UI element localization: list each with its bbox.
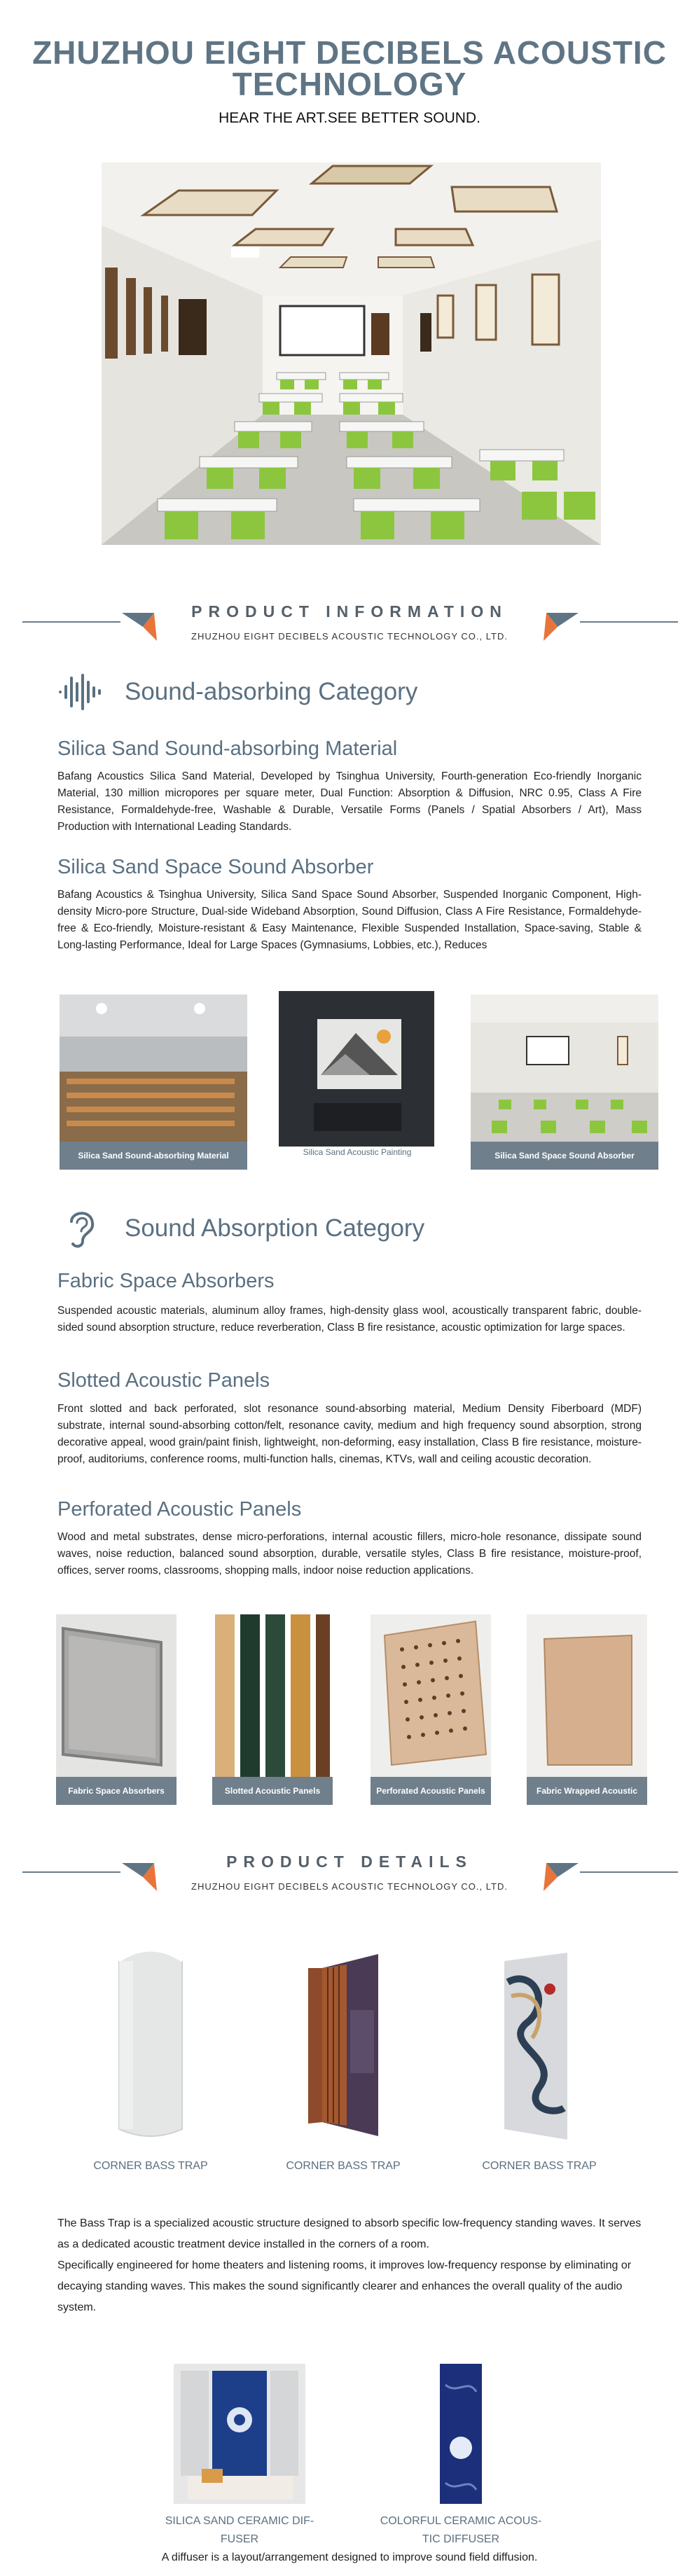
banner-company: ZHUZHOU EIGHT DECIBELS ACOUSTIC TECHNOLOGY CO., LTD. xyxy=(191,1881,508,1892)
photo-caption: Silica Sand Sound-absorbing Material xyxy=(60,1142,247,1170)
diffuser-caption-2: COLORFUL CERAMIC ACOUS- TIC DIFFUSER xyxy=(380,2515,542,2545)
section-heading-silica-space: Silica Sand Space Sound Absorber xyxy=(57,856,374,878)
photo-fabric-wrapped-panels xyxy=(527,1614,647,1824)
corner-bass-trap-wood-image xyxy=(294,1940,392,2143)
photo-perforated-panels xyxy=(371,1614,491,1805)
section-heading-fabric: Fabric Space Absorbers xyxy=(57,1270,275,1292)
section-heading-slotted: Slotted Acoustic Panels xyxy=(57,1369,270,1392)
bass-trap-description-2: Specifically engineered for home theaters and listening rooms, it improves low-frequency response by eliminating or decaying standing waves. This makes the sound significantly clearer and enhances the overall quality of the audio system. xyxy=(57,2259,632,2313)
category-title-sound-absorbing: Sound-absorbing Category xyxy=(125,678,418,705)
photo-caption-painting: Silica Sand Acoustic Painting xyxy=(303,1147,412,1157)
photo-caption: Perforated Acoustic Panels xyxy=(371,1777,491,1805)
photo-caption: Silica Sand Space Sound Absorber xyxy=(471,1142,658,1170)
photo-silica-material xyxy=(60,995,247,1170)
corner-bass-trap-white-image xyxy=(105,1940,196,2143)
bass-trap-caption-2: CORNER BASS TRAP xyxy=(286,2160,401,2172)
bass-trap-description-1: The Bass Trap is a specialized acoustic structure designed to absorb specific low-frequency standing waves. It serves as a dedicated acoustic treatment device installed in the corners of a room. xyxy=(57,2217,642,2250)
silica-sand-ceramic-diffuser-image xyxy=(174,2364,305,2504)
section-heading-perforated: Perforated Acoustic Panels xyxy=(57,1498,302,1521)
hero-classroom-image xyxy=(102,162,601,545)
tagline: HEAR THE ART.SEE BETTER SOUND. xyxy=(219,110,480,126)
section-text-fabric: Suspended acoustic materials, aluminum alloy frames, high-density glass wool, acoustically transparent fabric, double-sided sound absorption structure, reduce reverberation, Class B fire resistance, acoustic optimization for large spaces. xyxy=(57,1305,642,1334)
photo-caption: Slotted Acoustic Panels xyxy=(212,1777,333,1805)
page-title-line2: TECHNOLOGY xyxy=(232,66,467,102)
section-text-silica-material: Bafang Acoustics Silica Sand Material, Developed by Tsinghua University, Fourth-generation Eco-friendly Inorganic Material, 130 million micropores per square meter, Dual Function: Absorption & Diffusion, NRC 0.95, Class A Fire Resistance, Formaldehyde-free, Washable & Durable, Versatile Forms (Panels / Spatial Absorbers / Art), Mass Production with International Leading Standards. xyxy=(57,770,642,833)
section-text-silica-space: Bafang Acoustics & Tsinghua University, Silica Sand Space Sound Absorber, Suspended Inorganic Component, High-density Micro-pore Structure, Dual-side Wideband Absorption, Sound Diffusion, Class A Fire Resistance, Formaldehyde-free & Eco-friendly, Moisture-resistant & Easy Maintenance, Flexible Suspended Installation, Space-saving, Stable & Long-lasting Performance, Ideal for Large Spaces (Gymnasiums, Lobbies, etc.), Reduces xyxy=(57,889,642,951)
bass-trap-caption-3: CORNER BASS TRAP xyxy=(482,2160,597,2172)
banner-left-line xyxy=(22,1871,120,1873)
photo-fabric-absorbers xyxy=(56,1614,177,1805)
banner-right-line xyxy=(580,1871,678,1873)
page-title-line1: ZHUZHOU EIGHT DECIBELS ACOUSTIC xyxy=(32,34,667,71)
diffuser-caption-1: SILICA SAND CERAMIC DIF- FUSER xyxy=(165,2515,314,2545)
photo-slotted-panels xyxy=(212,1614,333,1805)
corner-bass-trap-art-image xyxy=(483,1940,588,2143)
banner-title: PRODUCT INFORMATION xyxy=(191,602,508,621)
section-heading-silica-material: Silica Sand Sound-absorbing Material xyxy=(57,738,398,760)
photo-caption: Fabric Space Absorbers xyxy=(56,1777,177,1805)
banner-right-line xyxy=(580,621,678,623)
section-text-slotted: Front slotted and back perforated, slot resonance sound-absorbing material, Medium Density Fiberboard (MDF) substrate, internal sound-absorbing cotton/felt, resonance cavity, medium and high frequency sound absorption, strong decorative appeal, wood grain/paint finish, lightweight, non-deforming, easy installation, Class B fire resistance, moisture-proof, auditoriums, conference rooms, multi-function halls, cinemas, KTVs, wall and ceiling acoustic decoration. xyxy=(57,1403,642,1465)
photo-silica-space xyxy=(471,995,658,1170)
soundwave-icon xyxy=(57,672,113,712)
banner-title: PRODUCT DETAILS xyxy=(226,1853,473,1871)
banner-left-line xyxy=(22,621,120,623)
colorful-ceramic-diffuser-image xyxy=(440,2364,482,2504)
banner-company: ZHUZHOU EIGHT DECIBELS ACOUSTIC TECHNOLOGY CO., LTD. xyxy=(191,631,508,642)
ear-icon xyxy=(62,1206,101,1249)
category-title-sound-absorption: Sound Absorption Category xyxy=(125,1214,425,1242)
section-text-perforated: Wood and metal substrates, dense micro-perforations, internal acoustic fillers, micro-hole resonance, dissipate sound waves, noise reduction, balanced sound absorption, durable, versatile styles, Class B fire resistance, moisture-proof, offices, server rooms, classrooms, shopping malls, indoor noise reduction applications. xyxy=(57,1531,642,1577)
bass-trap-caption-1: CORNER BASS TRAP xyxy=(93,2160,208,2172)
diffuser-footer-text: A diffuser is a layout/arrangement designed to improve sound field diffusion. xyxy=(161,2551,538,2563)
photo-silica-painting xyxy=(279,991,434,1147)
photo-caption: Fabric Wrapped Acoustic Panels xyxy=(527,1777,647,1805)
